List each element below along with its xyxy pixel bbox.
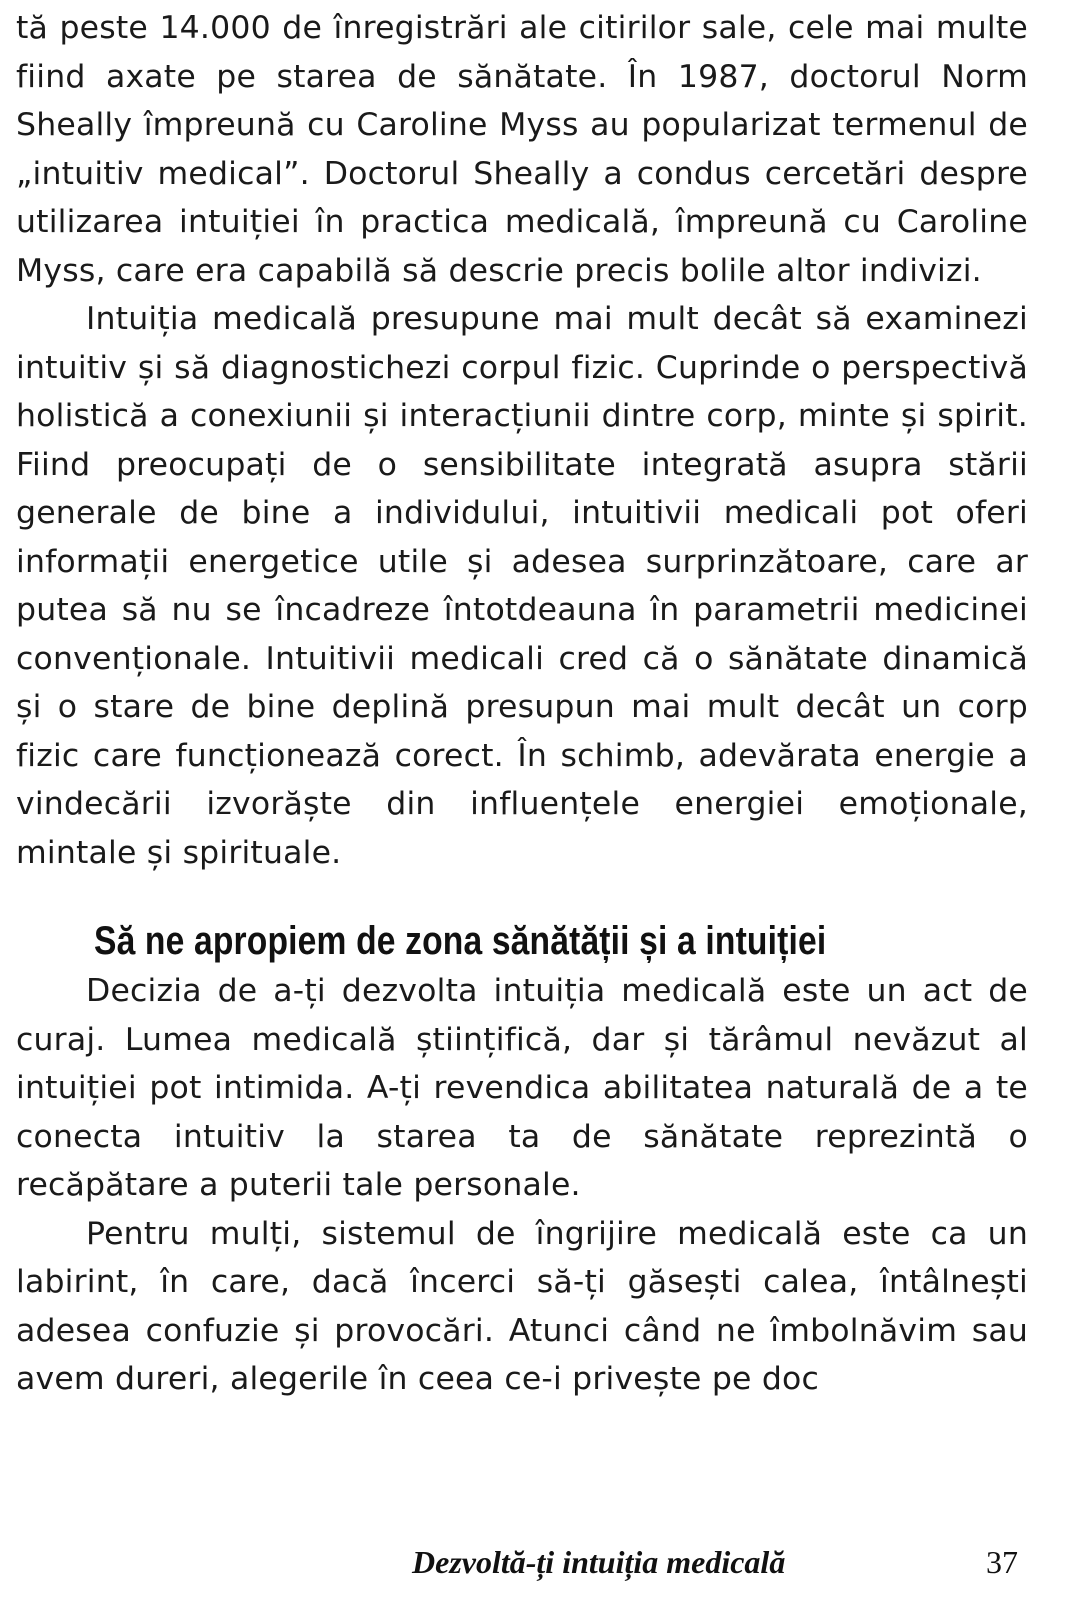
running-title: Dezvoltă-ți intuiția medicală xyxy=(412,1544,786,1580)
page-number: 37 xyxy=(986,1544,1018,1580)
section-paragraph-1: Decizia de a-ți dezvolta intuiția medicală este un act de curaj. Lumea medicală științifică, dar și tărâmul nevăzut al intuiției pot intimida. A-ți revendica abilitatea naturală de a te conecta intuitiv la starea ta de sănătate reprezintă o recăpătare a puterii tale personale. xyxy=(16,973,1028,1203)
body-paragraph-2: Intuiția medicală presupune mai mult decât să examinezi intuitiv și să diagnostichezi corpul fizic. Cuprinde o perspectivă holistică a conexiunii și interacțiunii dintre corp, minte și spirit. Fiind preocupați de o sensibilitate integrată asupra stării generale de bine a individului, intuitivii medicali pot oferi informații energetice utile și adesea surprinzătoare, care ar putea să nu se încadreze întotdeauna în parametrii medicinei convenționale. Intuitivii medicali cred că o sănătate dinamică și o stare de bine deplină presupun mai mult decât un corp fizic care funcționează corect. În schimb, adevărata energie a vindecării izvorăște din influențele energiei emoționale, mintale și spirituale. xyxy=(16,301,1028,871)
body-paragraph-1: tă peste 14.000 de înregistrări ale citirilor sale, cele mai multe fiind axate pe starea de sănătate. În 1987, doctorul Norm Sheally împreună cu Caroline Myss au popularizat termenul de „intuitiv medical”. Doctorul Sheally a condus cercetări despre utilizarea intuiției în practica medicală, împreună cu Caroline Myss, care era capabilă să descrie precis bolile altor indivizi. xyxy=(16,10,1028,289)
page-footer xyxy=(0,1538,1080,1588)
section-paragraph-2: Pentru mulți, sistemul de îngrijire medicală este ca un labirint, în care, dacă încerci să-ți găsești calea, întâlnești adesea confuzie și provocări. Atunci când ne îmbolnăvim sau avem dureri, alegerile în ceea ce-i privește pe doc xyxy=(16,1215,1028,1397)
page-body xyxy=(16,4,1028,1404)
section-heading: Să ne apropiem de zona sănătății și a intuiției xyxy=(94,919,827,963)
